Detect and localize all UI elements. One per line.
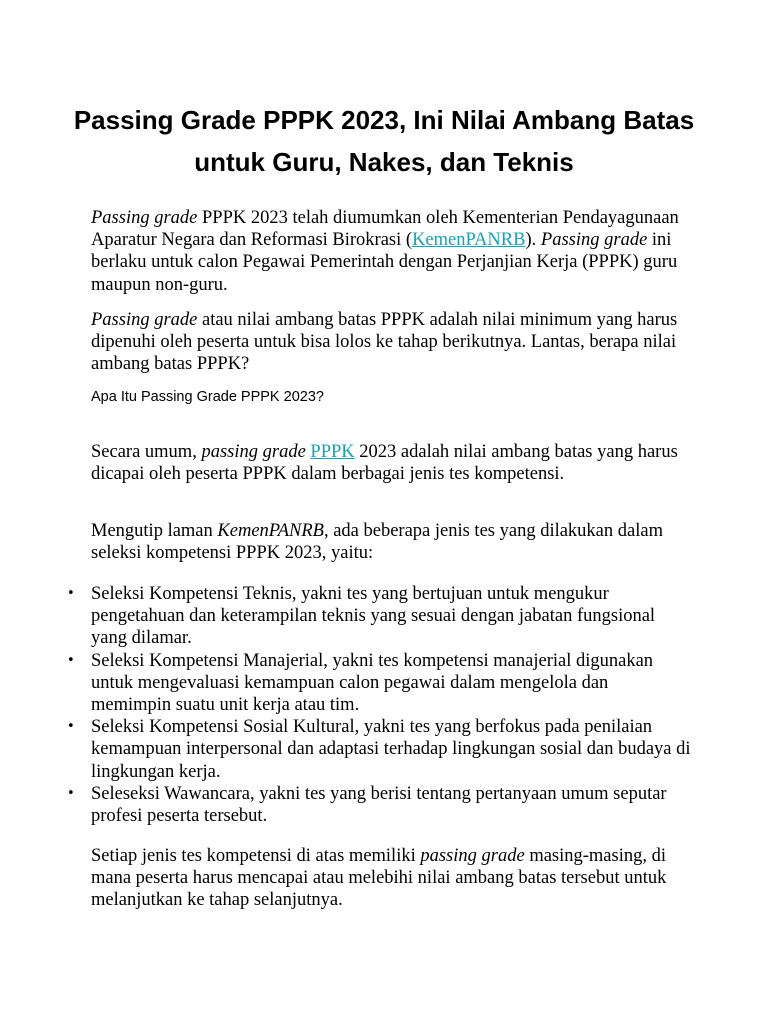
paragraph-text: masing-masing, di mana peserta harus mencapai atau melebihi nilai ambang batas tersebut untuk melanjutkan ke tahap selanjutnya.: [91, 846, 667, 911]
bullet-icon: •: [67, 719, 75, 735]
list-item: [67, 783, 691, 827]
italic-term: passing grade: [420, 846, 525, 866]
definition-paragraph: [91, 309, 691, 376]
list-item: [67, 650, 691, 717]
paragraph-text: atau nilai ambang batas PPPK adalah nilai minimum yang harus dipenuhi oleh peserta untuk bisa lolos ke tahap berikutnya. Lantas, berapa nilai ambang batas PPPK?: [91, 310, 678, 375]
pppk-link[interactable]: PPPK: [310, 442, 355, 462]
paragraph-text: , ada beberapa jenis tes yang dilakukan dalam seleksi kompetensi PPPK 2023, yaitu:: [91, 521, 663, 564]
bullet-icon: •: [67, 652, 75, 668]
list-item: [67, 583, 691, 650]
paragraph-text: 2023 adalah nilai ambang batas yang harus dicapai oleh peserta PPPK dalam berbagai jenis tes kompetensi.: [91, 442, 678, 485]
quote-paragraph: [91, 520, 691, 564]
paragraph-text: Setiap jenis tes kompetensi di atas memiliki: [91, 846, 421, 866]
paragraph-text: ).: [525, 230, 541, 251]
paragraph-text: PPPK 2023 telah diumumkan oleh Kementerian Pendayagunaan Aparatur Negara dan Reformasi Birokrasi (: [91, 208, 679, 251]
section-subheading: Apa Itu Passing Grade PPPK 2023?: [91, 389, 324, 405]
italic-term: KemenPANRB: [217, 521, 324, 541]
list-item-text: Seleksi Kompetensi Sosial Kultural, yakni tes yang berfokus pada penilaian kemampuan interpersonal dan adaptasi terhadap lingkungan sosial dan budaya di lingkungan kerja.: [91, 717, 691, 782]
list-item-text: Seleksi Kompetensi Manajerial, yakni tes kompetensi manajerial digunakan untuk mengevaluasi kemampuan calon pegawai dalam mengelola dan memimpin suatu unit kerja atau tim.: [91, 650, 654, 716]
article-title: Passing Grade PPPK 2023, Ini Nilai Ambang Batas untuk Guru, Nakes, dan Teknis: [73, 105, 695, 177]
bullet-icon: •: [67, 785, 75, 801]
italic-term: passing grade: [201, 442, 306, 462]
test-types-list: [67, 583, 691, 827]
list-item-text: Seleseksi Wawancara, yakni tes yang berisi tentang pertanyaan umum seputar profesi peserta tersebut.: [91, 783, 667, 827]
list-item: [67, 716, 691, 783]
paragraph-text: Mengutip laman: [91, 521, 218, 541]
italic-term: Passing grade: [540, 230, 648, 251]
paragraph-text: ini berlaku untuk calon Pegawai Pemerintah dengan Perjanjian Kerja (PPPK) guru maupun non-guru.: [91, 230, 678, 295]
intro-paragraph: [91, 207, 691, 296]
general-paragraph: [91, 441, 691, 485]
list-item-text: Seleksi Kompetensi Teknis, yakni tes yang bertujuan untuk mengukur pengetahuan dan keterampilan teknis yang sesuai dengan jabatan fungsional yang dilamar.: [91, 584, 656, 649]
italic-term: Passing grade: [91, 310, 198, 330]
closing-paragraph: [91, 845, 691, 912]
bullet-icon: •: [67, 586, 75, 601]
paragraph-text: Secara umum,: [91, 442, 202, 462]
kemenpanrb-link[interactable]: KemenPANRB: [412, 230, 526, 251]
italic-term: Passing grade: [91, 208, 198, 228]
